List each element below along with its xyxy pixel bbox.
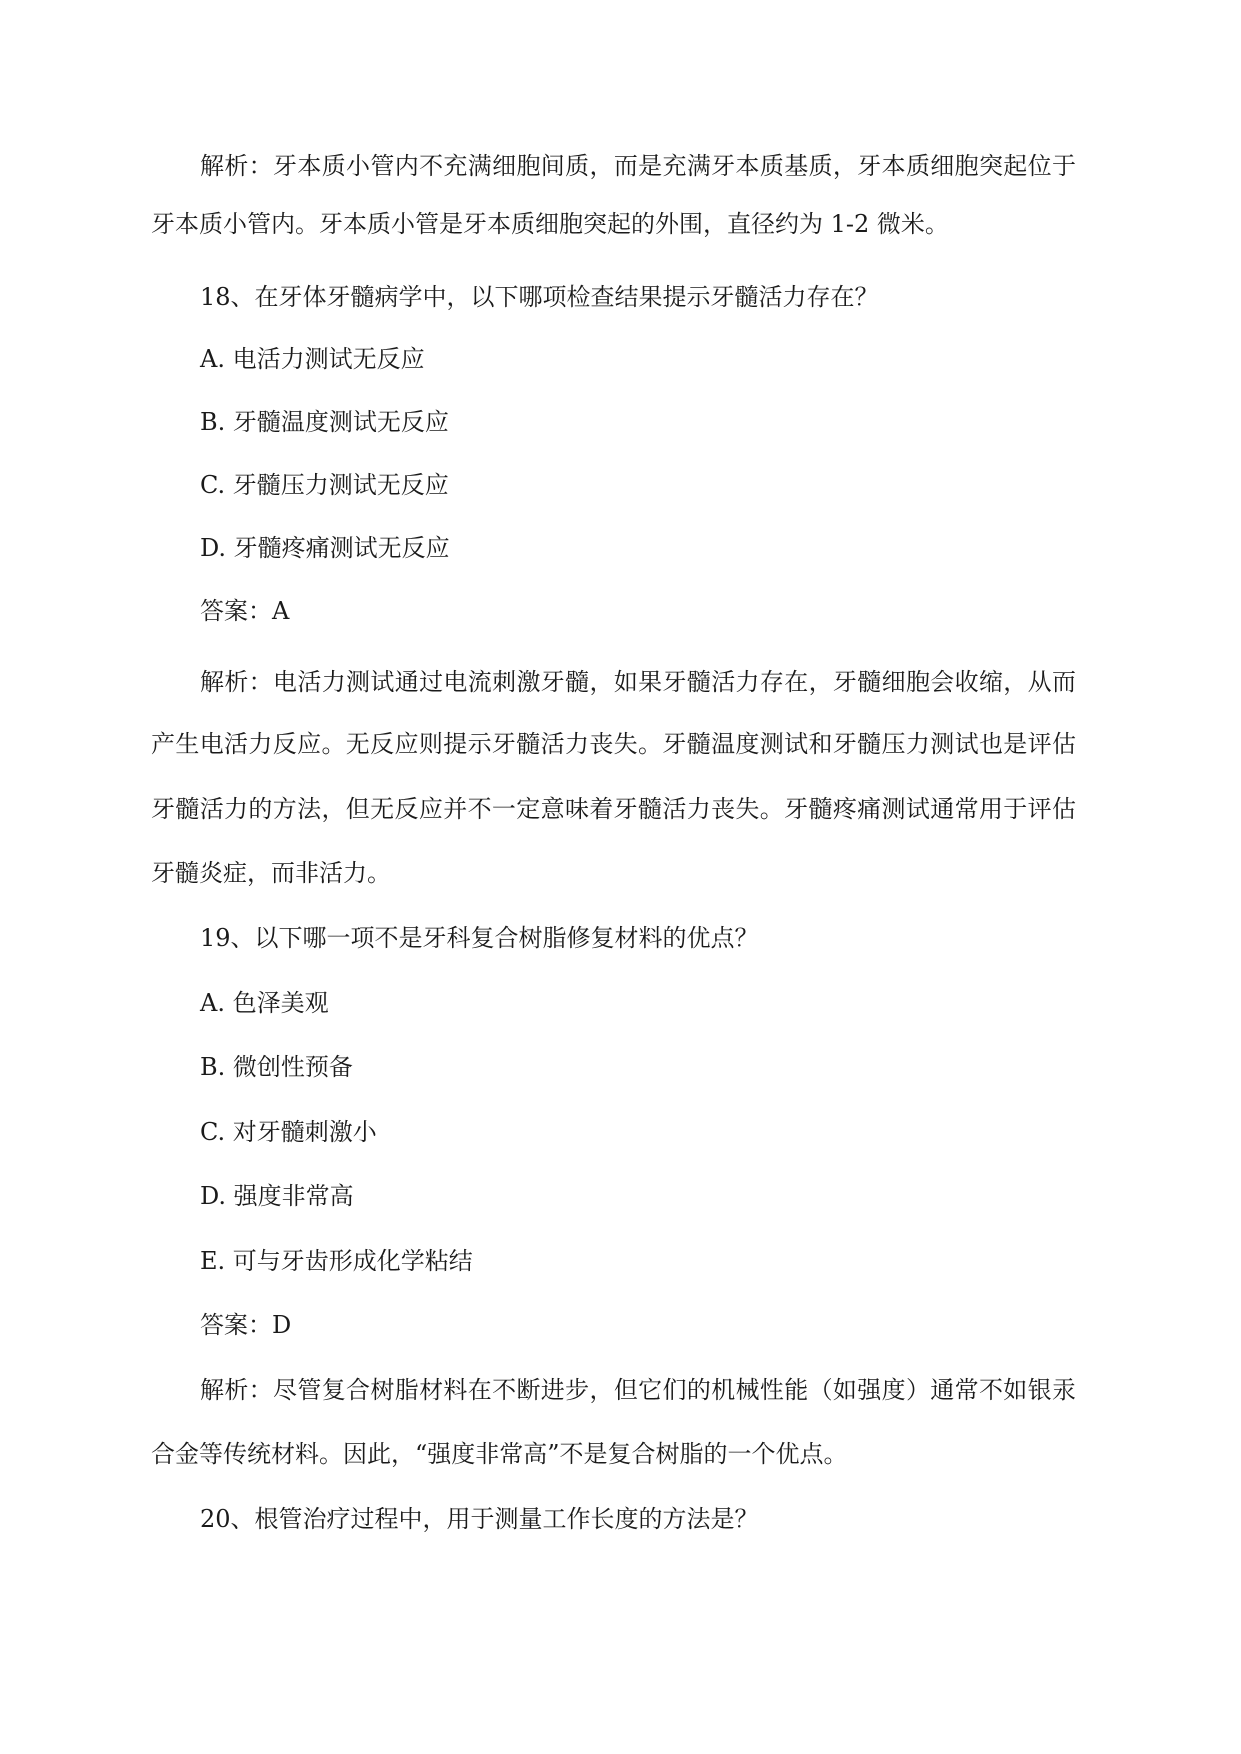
q19-option-b: B. 微创性预备 <box>200 1053 353 1081</box>
q18-option-d: D. 牙髓疼痛测试无反应 <box>200 534 450 562</box>
q19-option-a: A. 色泽美观 <box>200 989 329 1017</box>
q18-explanation-line-2: 产生电活力反应。无反应则提示牙髓活力丧失。牙髓温度测试和牙髓压力测试也是评估 <box>151 730 1076 758</box>
q18-option-b: B. 牙髓温度测试无反应 <box>200 408 449 436</box>
q18-option-c: C. 牙髓压力测试无反应 <box>200 471 449 499</box>
q18-explanation-line-3: 牙髓活力的方法，但无反应并不一定意味着牙髓活力丧失。牙髓疼痛测试通常用于评估 <box>151 795 1076 823</box>
q18-question: 18、在牙体牙髓病学中，以下哪项检查结果提示牙髓活力存在？ <box>200 283 879 311</box>
q19-option-e: E. 可与牙齿形成化学粘结 <box>200 1247 473 1275</box>
q19-explanation-line-2: 合金等传统材料。因此，“强度非常高”不是复合树脂的一个优点。 <box>151 1440 848 1468</box>
q19-explanation-line-1: 解析：尽管复合树脂材料在不断进步，但它们的机械性能（如强度）通常不如银汞 <box>200 1376 1076 1404</box>
q19-question: 19、以下哪一项不是牙科复合树脂修复材料的优点？ <box>200 924 759 952</box>
q17-explanation-line-2: 牙本质小管内。牙本质小管是牙本质细胞突起的外围，直径约为 1-2 微米。 <box>151 210 949 238</box>
q19-option-d: D. 强度非常高 <box>200 1182 354 1210</box>
q18-option-a: A. 电活力测试无反应 <box>200 345 425 373</box>
q18-answer: 答案：A <box>200 597 290 625</box>
q18-explanation-line-4: 牙髓炎症，而非活力。 <box>151 859 391 887</box>
q20-question: 20、根管治疗过程中，用于测量工作长度的方法是？ <box>200 1505 759 1533</box>
q19-answer: 答案：D <box>200 1311 292 1339</box>
q19-option-c: C. 对牙髓刺激小 <box>200 1118 377 1146</box>
q18-explanation-line-1: 解析：电活力测试通过电流刺激牙髓，如果牙髓活力存在，牙髓细胞会收缩，从而 <box>200 668 1076 696</box>
q17-explanation-line-1: 解析：牙本质小管内不充满细胞间质，而是充满牙本质基质，牙本质细胞突起位于 <box>200 152 1076 180</box>
